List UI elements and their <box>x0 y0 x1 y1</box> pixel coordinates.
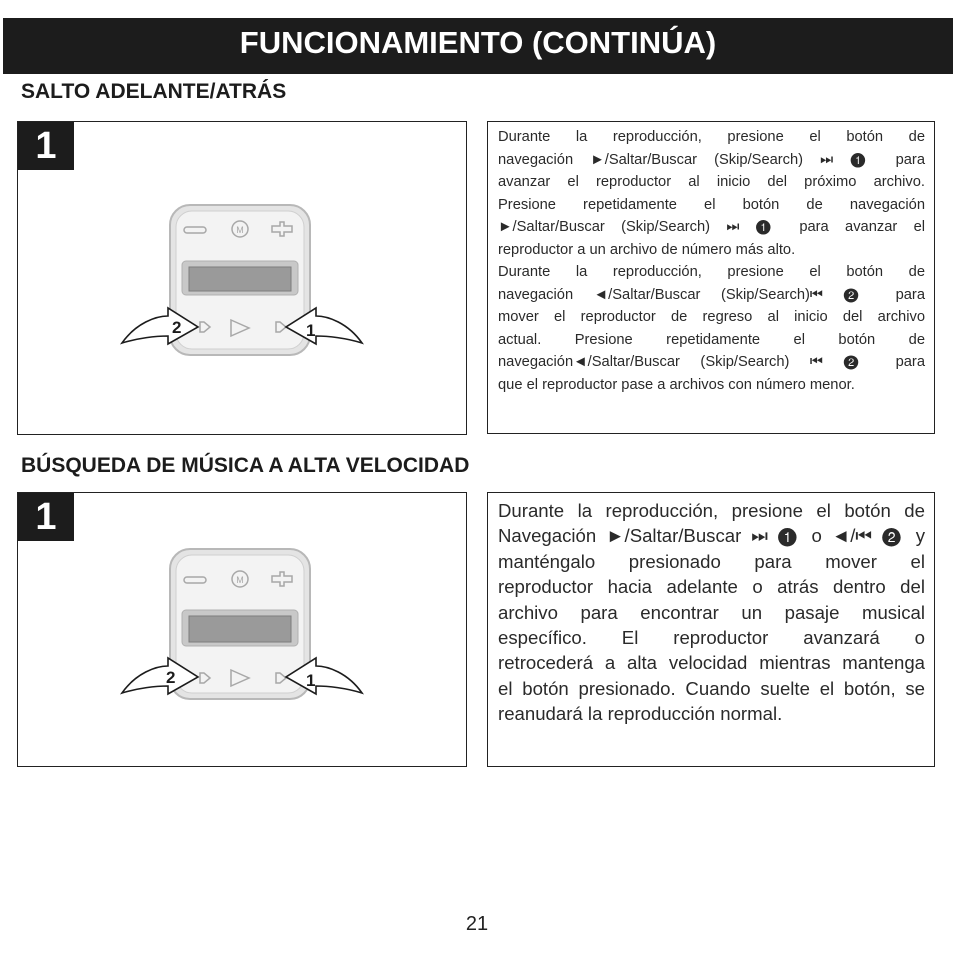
instruction-text-fast-search <box>488 493 934 727</box>
left-arrow-label: 2 <box>172 318 182 337</box>
text-line: Navegación ►/Saltar/Buscar ⏭ ❶ o ◄/⏮ ❷ y <box>498 525 925 547</box>
right-arrow-label: 1 <box>306 671 316 690</box>
text-line: el botón presionado. Cuando suelte el botón, se <box>498 677 925 699</box>
instruction-text-skip <box>488 122 934 396</box>
text-line: Durante la reproducción, presione el botón de <box>498 500 925 521</box>
illustration-panel-fast-search <box>17 492 467 767</box>
menu-button-label: M <box>236 575 244 585</box>
text-line: retrocederá a alta velocidad mientras mantenga <box>498 652 925 674</box>
text-line: reproductor a un archivo de número más alto. <box>498 241 796 258</box>
page-number: 21 <box>465 913 489 935</box>
menu-button-label: M <box>236 225 244 235</box>
player-screen <box>189 267 291 291</box>
text-line: avanzar el reproductor al inicio del próximo archivo. <box>498 174 925 190</box>
instruction-box-skip <box>487 121 935 434</box>
text-line: específico. El reproductor avanzará o <box>498 627 925 649</box>
text-line: manténgalo presionado para mover el <box>498 550 925 572</box>
text-line: Presione repetidamente el botón de navegación <box>498 196 925 213</box>
instruction-box-fast-search <box>487 492 935 767</box>
player-illustration <box>18 493 466 766</box>
text-line: Durante la reproducción, presione el botón de <box>498 264 925 280</box>
text-line: mover el reproductor de regreso al inicio del archivo <box>498 309 925 325</box>
text-line: ►/Saltar/Buscar (Skip/Search) ⏭ ❶ para avanzar el <box>498 219 925 235</box>
text-line: navegación ◄/Saltar/Buscar (Skip/Search)⏮ ❷ para <box>498 286 925 303</box>
player-illustration <box>18 122 466 434</box>
text-line: reanudará la reproducción normal. <box>498 703 783 725</box>
text-line: navegación ►/Saltar/Buscar (Skip/Search) ⏭ ❶ para <box>498 151 925 168</box>
text-line: que el reproductor pase a archivos con número menor. <box>498 376 855 393</box>
text-line: Durante la reproducción, presione el botón de <box>498 129 925 145</box>
text-line: archivo para encontrar un pasaje musical <box>498 601 925 623</box>
step-number-badge: 1 <box>18 493 74 541</box>
text-line: reproductor hacia adelante o atrás dentro del <box>498 576 925 598</box>
page-banner-title: FUNCIONAMIENTO (CONTINÚA) <box>3 18 953 74</box>
player-screen <box>189 616 291 642</box>
text-line: actual. Presione repetidamente el botón de <box>498 331 925 348</box>
illustration-panel-skip <box>17 121 467 435</box>
right-arrow-label: 1 <box>306 321 316 340</box>
section-title-fast-search: BÚSQUEDA DE MÚSICA A ALTA VELOCIDAD <box>21 454 470 477</box>
step-number-badge: 1 <box>18 122 74 170</box>
section-title-skip: SALTO ADELANTE/ATRÁS <box>21 80 287 103</box>
left-arrow-label: 2 <box>166 668 176 687</box>
text-line: navegación◄/Saltar/Buscar (Skip/Search) ⏮ ❷ para <box>498 354 925 370</box>
